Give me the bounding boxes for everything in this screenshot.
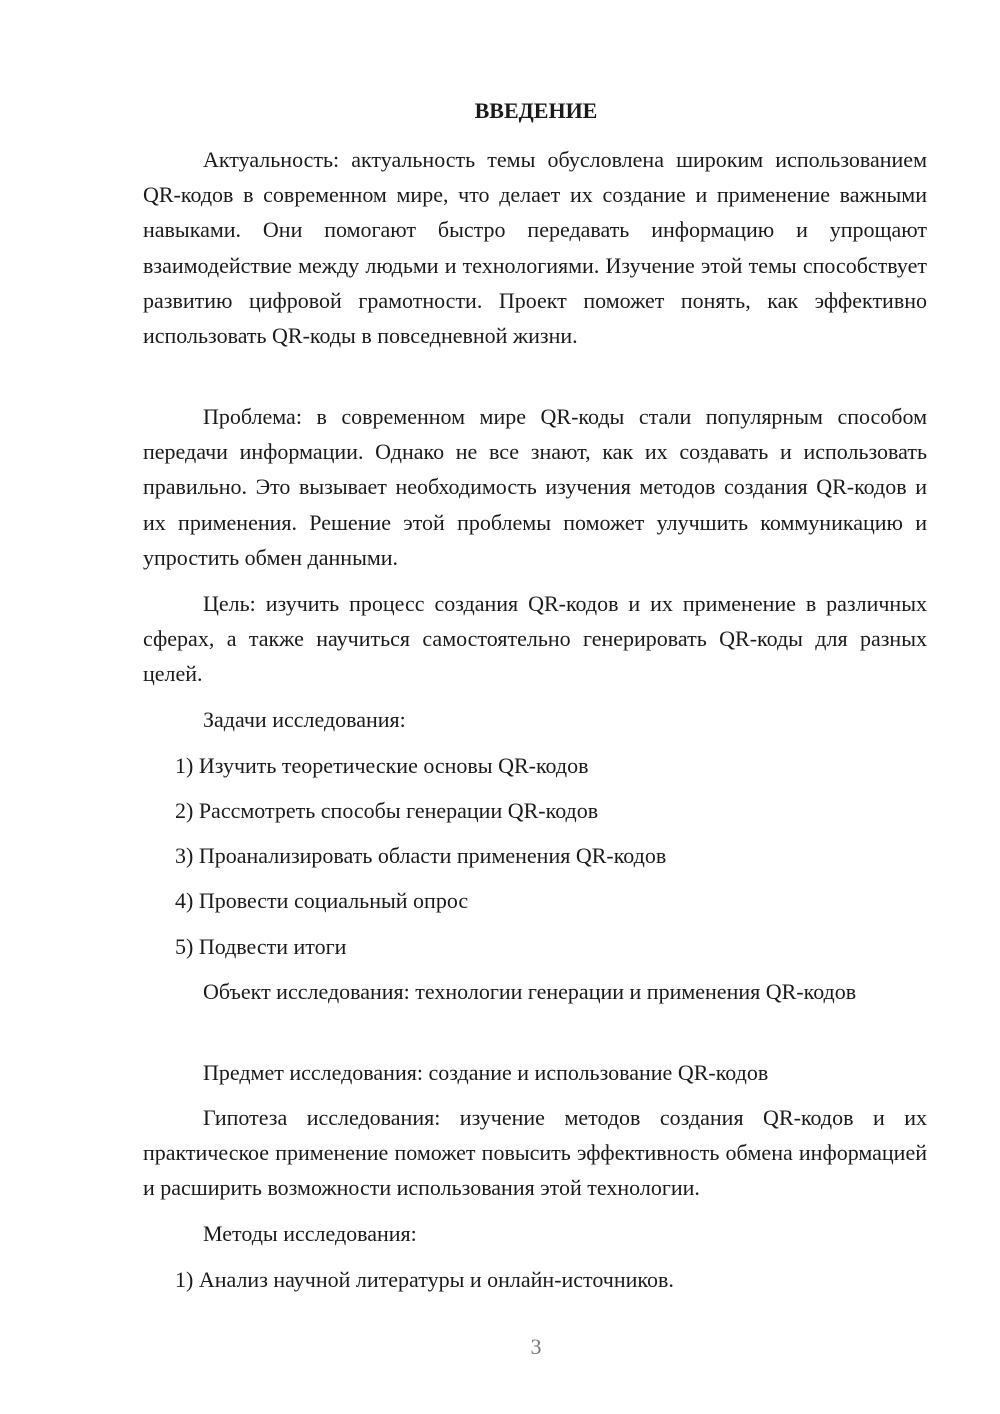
methods-heading: Методы исследования: — [203, 1221, 417, 1246]
task-item: 5) Подвести итоги — [175, 934, 347, 959]
task-item: 4) Провести социальный опрос — [175, 888, 469, 913]
relevance-paragraph: Актуальность: актуальность темы обусловлена широким использованием QR-кодов в современном мире, что делает их создание и применение важными навыками. Они помогают быстро передавать информацию и упрощают взаимодействие между людьми и технологиями. Изучение этой темы способствует развитию цифровой грамотности. Проект поможет понять, как эффективно использовать QR-коды в повседневной жизни. — [143, 147, 927, 349]
tasks-heading: Задачи исследования: — [203, 707, 406, 732]
goal-paragraph: Цель: изучить процесс создания QR-кодов и их применение в различных сферах, а также научиться самостоятельно генерировать QR-коды для разных целей. — [143, 591, 927, 687]
object-paragraph: Объект исследования: технологии генерации и применения QR-кодов — [203, 979, 857, 1004]
page-number: 3 — [530, 1334, 542, 1359]
subject-paragraph: Предмет исследования: создание и использование QR-кодов — [203, 1060, 769, 1085]
method-item: 1) Анализ научной литературы и онлайн-источников. — [175, 1267, 674, 1292]
page-title: ВВЕДЕНИЕ — [474, 98, 598, 123]
task-item: 2) Рассмотреть способы генерации QR-кодов — [175, 798, 599, 823]
hypothesis-paragraph: Гипотеза исследования: изучение методов создания QR-кодов и их практическое применение поможет повысить эффективность обмена информацией и расширить возможности использования этой технологии. — [143, 1105, 927, 1201]
task-item: 3) Проанализировать области применения QR-кодов — [175, 843, 667, 868]
problem-paragraph: Проблема: в современном мире QR-коды стали популярным способом передачи информации. Однако не все знают, как их создавать и использовать правильно. Это вызывает необходимость изучения методов создания QR-кодов и их применения. Решение этой проблемы поможет улучшить коммуникацию и упростить обмен данными. — [143, 404, 927, 570]
task-item: 1) Изучить теоретические основы QR-кодов — [175, 753, 589, 778]
